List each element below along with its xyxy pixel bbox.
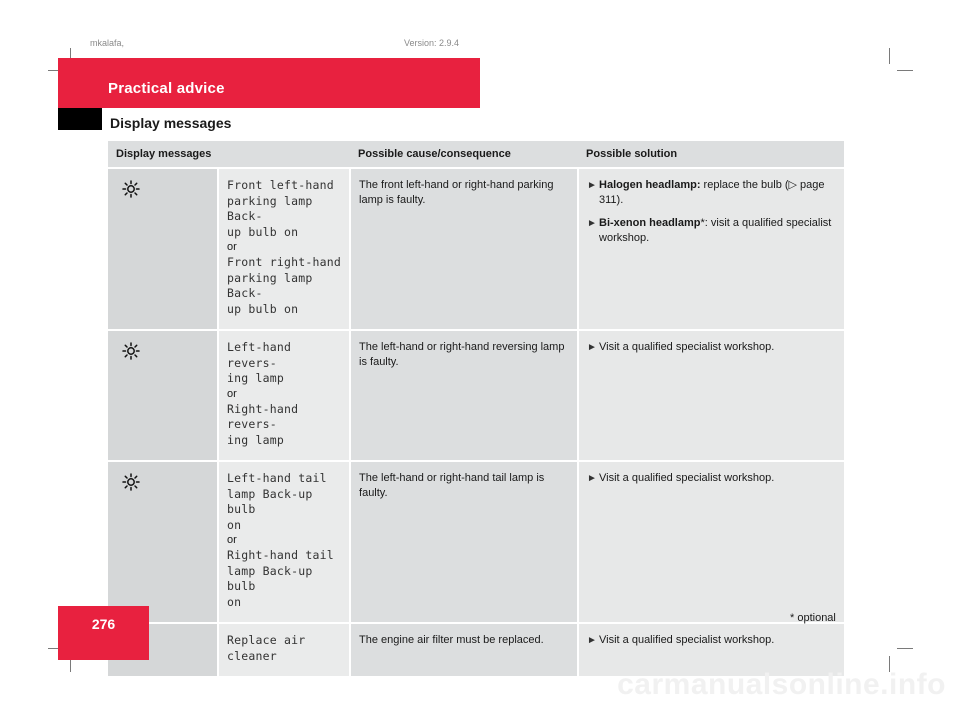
solution-item xyxy=(587,340,836,355)
section-title: Display messages xyxy=(110,115,232,131)
parking-lamp-bulb-icon xyxy=(122,180,140,198)
message-line: lamp Back-up bulb xyxy=(227,563,313,593)
solution-item xyxy=(587,471,836,486)
table-row xyxy=(108,461,844,623)
arrow-icon: ► xyxy=(587,218,597,229)
solution-text: Visit a qualified specialist workshop. xyxy=(599,634,775,646)
optional-note: * optional xyxy=(790,612,836,624)
solution-bold: Halogen headlamp: xyxy=(599,179,701,191)
or-label: or xyxy=(227,534,237,546)
cause-cell: The front left-hand or right-hand parking lamp is faulty. xyxy=(350,168,578,330)
message-line: ing lamp xyxy=(227,432,284,447)
top-note-left: mkalafa, xyxy=(90,38,125,48)
message-line: Left-hand revers- xyxy=(227,340,292,370)
solution-bold: Bi-xenon headlamp xyxy=(599,217,701,229)
cause-cell: The left-hand or right-hand tail lamp is faulty. xyxy=(350,461,578,623)
message-cell xyxy=(218,330,350,461)
solution-item xyxy=(587,633,836,648)
message-line: lamp Back-up bulb xyxy=(227,486,313,516)
message-line: parking lamp Back- xyxy=(227,270,313,300)
solution-cell xyxy=(578,168,844,330)
solution-cell xyxy=(578,461,844,623)
or-label: or xyxy=(227,387,237,400)
watermark: carmanualsonline.info xyxy=(617,668,946,701)
solution-item xyxy=(587,216,836,246)
display-messages-table xyxy=(108,141,844,678)
crop-mark xyxy=(889,48,890,64)
icon-cell xyxy=(108,330,218,461)
header-cause: Possible cause/consequence xyxy=(350,141,578,168)
message-cell xyxy=(218,168,350,330)
tail-lamp-bulb-icon xyxy=(122,473,140,491)
message-line: Front right-hand xyxy=(227,255,341,269)
arrow-icon: ► xyxy=(587,342,597,353)
message-line: Right-hand tail xyxy=(227,548,334,562)
solution-cell xyxy=(578,330,844,461)
message-line: Right-hand revers- xyxy=(227,401,299,431)
solution-text: : visit a qualified specialist workshop. xyxy=(599,217,832,244)
chapter-title: Practical advice xyxy=(108,80,225,97)
crop-mark xyxy=(897,70,913,71)
solution-text: replace the bulb (▷ page 311). xyxy=(599,179,825,206)
message-line: up bulb on xyxy=(227,301,299,316)
crop-mark xyxy=(897,648,913,649)
top-note-right: Version: 2.9.4 xyxy=(404,38,460,48)
message-line: Front left-hand xyxy=(227,178,334,192)
table-row xyxy=(108,330,844,461)
or-label: or xyxy=(227,241,237,253)
cause-cell: The engine air filter must be replaced. xyxy=(350,623,578,677)
message-cell xyxy=(218,461,350,623)
solution-item xyxy=(587,178,836,208)
solution-text: Visit a qualified specialist workshop. xyxy=(599,472,775,484)
section-marker xyxy=(58,108,102,130)
message-line: on xyxy=(227,517,242,532)
arrow-icon: ► xyxy=(587,180,597,191)
header-display-messages: Display messages xyxy=(108,141,350,168)
table-row xyxy=(108,168,844,330)
message-line: Left-hand tail xyxy=(227,471,327,485)
message-line: Replace air xyxy=(227,633,306,647)
solution-text: Visit a qualified specialist workshop. xyxy=(599,341,775,353)
arrow-icon: ► xyxy=(587,473,597,484)
page-number-tab xyxy=(58,606,149,660)
message-line: ing lamp xyxy=(227,371,284,385)
message-line: on xyxy=(227,594,242,609)
arrow-icon: ► xyxy=(587,635,597,646)
icon-cell xyxy=(108,168,218,330)
icon-cell xyxy=(108,461,218,623)
page-number: 276 xyxy=(91,616,116,632)
optional-star: * xyxy=(700,217,705,229)
message-line: cleaner xyxy=(227,648,277,663)
table-header-row xyxy=(108,141,844,168)
reversing-lamp-bulb-icon xyxy=(122,342,140,360)
message-line: up bulb on xyxy=(227,224,299,239)
cause-cell: The left-hand or right-hand reversing lamp is faulty. xyxy=(350,330,578,461)
message-line: parking lamp Back- xyxy=(227,193,313,223)
header-solution: Possible solution xyxy=(578,141,844,168)
